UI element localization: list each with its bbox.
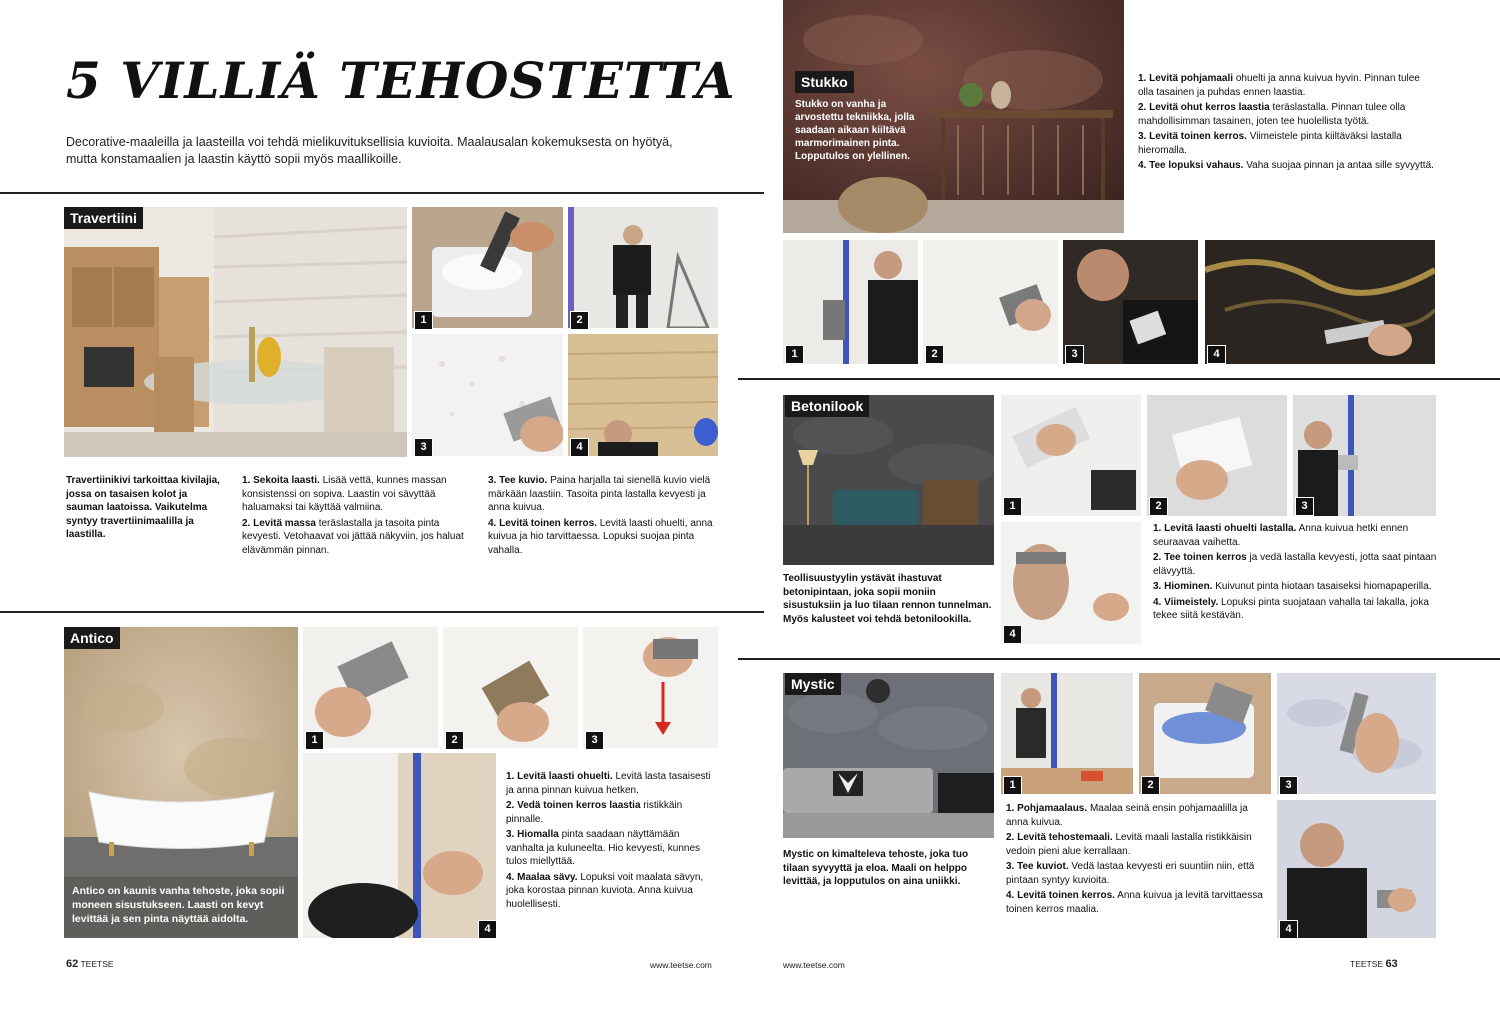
betonilook-step-image-1 bbox=[1001, 395, 1141, 516]
step-number-badge: 4 bbox=[1003, 625, 1022, 644]
step-lead: 2. Tee toinen kerros bbox=[1153, 552, 1247, 563]
intro-text: Decorative-maaleilla ja laasteilla voi tehdä mielikuvituksellisia kuvioita. Maalausalan kokemuksesta on hyötyä, mutta konstamaalien ja laastin käyttö sopii myös maallikoille. bbox=[66, 135, 673, 166]
step-text: ja vedä lastalla kevyesti, jotta saat pintaan elävyyttä. bbox=[1153, 552, 1437, 577]
section-label-antico: Antico bbox=[64, 627, 120, 649]
step-lead: 3. Hiominen. bbox=[1153, 581, 1213, 592]
antico-step-image-3 bbox=[583, 627, 718, 748]
step-lead: 1. Levitä laasti ohuelti lastalla. bbox=[1153, 523, 1297, 534]
step-lead: 2. Levitä massa bbox=[242, 517, 316, 529]
step-text: ohuelti ja anna kuivua hyvin. Pinnan tulee olla tasainen ja puhdas ennen laastia. bbox=[1138, 73, 1420, 98]
stukko-steps bbox=[1138, 72, 1438, 175]
step-text: Lopuksi pinta suojataan vahalla tai lakalla, joka tekee siitä kestävän. bbox=[1153, 596, 1429, 621]
step-number-badge: 2 bbox=[445, 731, 464, 750]
step-number-badge: 3 bbox=[1295, 497, 1314, 516]
travertino-step-image-3 bbox=[412, 334, 563, 456]
page-title: 5 VILLIÄ TEHOSTETTA bbox=[66, 51, 736, 110]
travertino-step-image-1 bbox=[412, 207, 563, 328]
travertino-steps-col-1 bbox=[242, 474, 474, 559]
step-lead: 4. Tee lopuksi vahaus. bbox=[1138, 160, 1244, 171]
step-lead: 1. Pohjamaalaus. bbox=[1006, 803, 1088, 814]
step-lead: 2. Levitä ohut kerros laastia bbox=[1138, 102, 1270, 113]
step-number-badge: 2 bbox=[925, 345, 944, 364]
section-divider bbox=[738, 378, 1500, 380]
betonilook-hero-image bbox=[783, 395, 994, 565]
betonilook-step-image-4 bbox=[1001, 522, 1141, 644]
step-number-badge: 1 bbox=[305, 731, 324, 750]
antico-steps bbox=[506, 770, 718, 913]
magazine-name: TEETSE bbox=[1350, 959, 1384, 969]
betonilook-step-image-3 bbox=[1293, 395, 1436, 516]
step-text: Viimeistele pinta kiiltäväksi lastalla hieromalla. bbox=[1138, 131, 1402, 156]
footer-left bbox=[66, 958, 114, 970]
step-lead: 3. Hiomalla bbox=[506, 829, 559, 840]
step-lead: 1. Levitä laasti ohuelti. bbox=[506, 771, 613, 782]
betonilook-steps bbox=[1153, 522, 1438, 625]
section-label-mystic: Mystic bbox=[785, 673, 841, 695]
step-number-badge: 4 bbox=[570, 438, 589, 457]
footer-right bbox=[1350, 958, 1398, 970]
step-text: ristikkäin pinnalle. bbox=[506, 800, 683, 825]
step-text: Anna kuivua hetki ennen seuraavaa vaihetta. bbox=[1153, 523, 1409, 548]
step-text: teräslastalla ja tasoita pinta kevyesti. Vetohaavat voi jättää näkyviin, jos haluat elävämmän pinnan. bbox=[242, 517, 464, 556]
mystic-step-image-3 bbox=[1277, 673, 1436, 794]
betonilook-description: Teollisuustyylin ystävät ihastuvat betonipintaan, joka sopii moniin sisustuksiin ja luo tilaan rennon tunnelman. Myös kalusteet voi tehdä betonilookilla. bbox=[783, 573, 992, 625]
antico-step-image-2 bbox=[443, 627, 578, 748]
travertino-description: Travertiinikivi tarkoittaa kivilajia, jossa on tasaisen kolot ja sauman laatoissa. Vaikutelma syntyy travertiinimaalilla ja laastilla. bbox=[66, 475, 220, 540]
footer-url-right: www.teetse.com bbox=[783, 960, 845, 970]
step-lead: 4. Levitä toinen kerros. bbox=[488, 517, 597, 529]
mystic-steps bbox=[1006, 802, 1268, 918]
travertino-step-image-4 bbox=[568, 334, 718, 456]
step-lead: 3. Tee kuviot. bbox=[1006, 861, 1069, 872]
step-number-badge: 2 bbox=[1149, 497, 1168, 516]
step-number-badge: 1 bbox=[414, 311, 433, 330]
step-lead: 1. Levitä pohjamaali bbox=[1138, 73, 1234, 84]
step-text: Levitä laasti ohuelti, anna kuivua ja hio tarvittaessa. Lopuksi suojaa pinta vahalla. bbox=[488, 517, 713, 556]
step-number-badge: 4 bbox=[1207, 345, 1226, 364]
antico-step-image-1 bbox=[303, 627, 438, 748]
page-number: 63 bbox=[1385, 958, 1398, 970]
page-number: 62 bbox=[66, 958, 79, 970]
step-number-badge: 2 bbox=[570, 311, 589, 330]
step-text: Vaha suojaa pinnan ja antaa sille syvyyttä. bbox=[1246, 160, 1434, 171]
step-number-badge: 4 bbox=[478, 920, 497, 939]
step-text: Lopuksi voit maalata sävyn, joka korostaa pinnan kuviota. Anna kuivua huolellisesti. bbox=[506, 871, 704, 910]
stukko-caption: Stukko on vanha ja arvostettu tekniikka, jolla saadaan aikaan kiiltävä marmorimainen pinta. Lopputulos on ylellinen. bbox=[795, 99, 915, 162]
travertino-steps-col-2 bbox=[488, 474, 718, 559]
section-label-stukko: Stukko bbox=[795, 71, 854, 93]
step-text: Levitä maali lastalla ristikkäisin vedoin pieni alue kerrallaan. bbox=[1006, 832, 1252, 857]
section-divider bbox=[0, 611, 764, 613]
step-lead: 2. Levitä tehostemaali. bbox=[1006, 832, 1113, 843]
step-number-badge: 1 bbox=[1003, 497, 1022, 516]
step-number-badge: 3 bbox=[585, 731, 604, 750]
mystic-hero-image bbox=[783, 673, 994, 838]
betonilook-step-image-2 bbox=[1147, 395, 1287, 516]
step-text: Kuivunut pinta hiotaan tasaiseksi hiomapaperilla. bbox=[1215, 581, 1432, 592]
antico-caption: Antico on kaunis vanha tehoste, joka sopii moneen sisustukseen. Laasti on kevyt levittää ja sen pinta näyttää aidolta. bbox=[72, 885, 285, 925]
step-text: Lisää vettä, kunnes massan konsistenssi on sopiva. Laastin voi sävyttää haluamaksi tai käyttää valmiina. bbox=[242, 475, 447, 513]
step-number-badge: 4 bbox=[1279, 920, 1298, 939]
step-text: pinta saadaan näyttämään vanhalta ja kuluneelta. Hio kevyesti, kunnes tulos miellyttää. bbox=[506, 829, 701, 867]
mystic-step-image-4 bbox=[1277, 800, 1436, 938]
step-text: teräslastalla. Pinnan tulee olla mahdollisimman tasainen, joten tee huolellista työtä. bbox=[1138, 102, 1406, 127]
step-lead: 4. Viimeistely. bbox=[1153, 596, 1219, 608]
step-text: Maalaa seinä ensin pohjamaalilla ja anna kuivua. bbox=[1006, 803, 1248, 828]
section-label-betonilook: Betonilook bbox=[785, 395, 869, 417]
footer-url-left: www.teetse.com bbox=[650, 960, 712, 970]
step-text: Levitä lasta tasaisesti ja anna pinnan kuivua hetken. bbox=[506, 771, 711, 796]
section-divider bbox=[0, 192, 764, 194]
stukko-step-image-4 bbox=[1205, 240, 1435, 364]
section-label-travertino: Travertiini bbox=[64, 207, 143, 229]
step-lead: 3. Levitä toinen kerros. bbox=[1138, 131, 1247, 142]
step-text: Anna kuivua ja levitä tarvittaessa toinen kerros maalia. bbox=[1006, 890, 1263, 915]
section-divider bbox=[738, 658, 1500, 660]
step-lead: 4. Levitä toinen kerros. bbox=[1006, 890, 1115, 901]
antico-step-image-4 bbox=[303, 753, 496, 938]
magazine-name: TEETSE bbox=[80, 959, 114, 969]
step-text: Paina harjalla tai sienellä kuvio vielä märkään laastiin. Tasoita pinta lastalla kevyesti ja anna kuivua. bbox=[488, 475, 711, 513]
step-lead: 1. Sekoita laasti. bbox=[242, 475, 320, 486]
step-number-badge: 3 bbox=[1279, 776, 1298, 795]
step-number-badge: 1 bbox=[785, 345, 804, 364]
travertino-hero-image bbox=[64, 207, 407, 457]
step-number-badge: 3 bbox=[414, 438, 433, 457]
step-lead: 2. Vedä toinen kerros laastia bbox=[506, 800, 641, 811]
travertino-step-image-2 bbox=[568, 207, 718, 328]
step-lead: 4. Maalaa sävy. bbox=[506, 871, 578, 883]
step-number-badge: 2 bbox=[1141, 776, 1160, 795]
mystic-description: Mystic on kimalteleva tehoste, joka tuo tilaan syvyyttä ja eloa. Maali on helppo levittää, ja lopputulos on aina uniikki. bbox=[783, 849, 969, 887]
step-number-badge: 1 bbox=[1003, 776, 1022, 795]
step-number-badge: 3 bbox=[1065, 345, 1084, 364]
step-text: Vedä lastaa kevyesti eri suuntiin niin, että pintaan syntyy kuvioita. bbox=[1006, 861, 1255, 886]
step-lead: 3. Tee kuvio. bbox=[488, 475, 548, 486]
